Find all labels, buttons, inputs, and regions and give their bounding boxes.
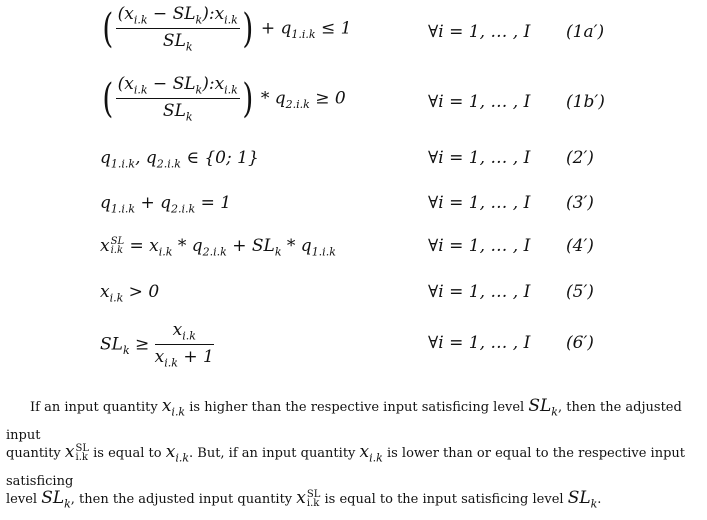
equation-2-number: (2′) [566, 148, 594, 168]
equation-5-number: (5′) [566, 282, 594, 302]
equation-3-number: (3′) [566, 193, 594, 213]
equation-4-forall: ∀i = 1, … , I [428, 236, 531, 256]
equation-1a-forall: ∀i = 1, … , I [428, 22, 531, 42]
equation-2 [0, 148, 707, 188]
equation-5-forall: ∀i = 1, … , I [428, 282, 531, 302]
equation-5-body: $x_{i.k} > 0$ [100, 282, 160, 305]
equation-1a [0, 4, 707, 54]
equation-1b-body: ( $\frac{(x_{i.k} - SL_k):x_{i.k}}{SL_k}$ ) * $q_{2.i.k} \ge 0$ [102, 74, 346, 124]
equation-4-number: (4′) [566, 236, 594, 256]
equation-6-body: $SL_k$ ≥ $\frac{x_{i.k}}{x_{i.k} + 1}$ [100, 320, 214, 370]
equation-3 [0, 193, 707, 233]
equation-6-forall: ∀i = 1, … , I [428, 333, 531, 353]
equation-6 [0, 320, 707, 370]
equation-5 [0, 282, 707, 322]
equation-6-number: (6′) [566, 333, 594, 353]
equation-1a-number: (1a′) [566, 22, 605, 42]
equation-1b [0, 74, 707, 124]
equation-4-body: x SL i.k = $x_{i.k} * q_{2.i.k} + SL_k * q_{1.i.k}$ [100, 236, 336, 259]
equation-1a-body: ( $\frac{(x_{i.k} - SL_k):x_{i.k}}{SL_k}$ ) + $q_{1.i.k} \le 1$ [102, 4, 352, 54]
equation-4 [0, 236, 707, 276]
paragraph-line-1: If an input quantity $x_{i.k}$ is higher than the respective input satisficing level $SL_k$, then the adjusted input [6, 396, 682, 444]
equation-3-forall: ∀i = 1, … , I [428, 193, 531, 213]
equation-1b-number: (1b′) [566, 92, 605, 112]
paragraph-line-2: quantity x SL i.k is equal to $x_{i.k}$. But, if an input quantity $x_{i.k}$ is lower than or equal to the respective input satisficing [6, 442, 685, 490]
equation-1b-forall: ∀i = 1, … , I [428, 92, 531, 112]
paragraph-line-3: level $SL_k$, then the adjusted input quantity x SL i.k is equal to the input satisficing level $SL_k$. [6, 488, 602, 511]
equation-3-body: $q_{1.i.k} + q_{2.i.k} = 1$ [100, 193, 232, 216]
equation-2-forall: ∀i = 1, … , I [428, 148, 531, 168]
equation-2-body: $q_{1.i.k}$, $q_{2.i.k}$ ∈ {0; 1} [100, 148, 259, 171]
